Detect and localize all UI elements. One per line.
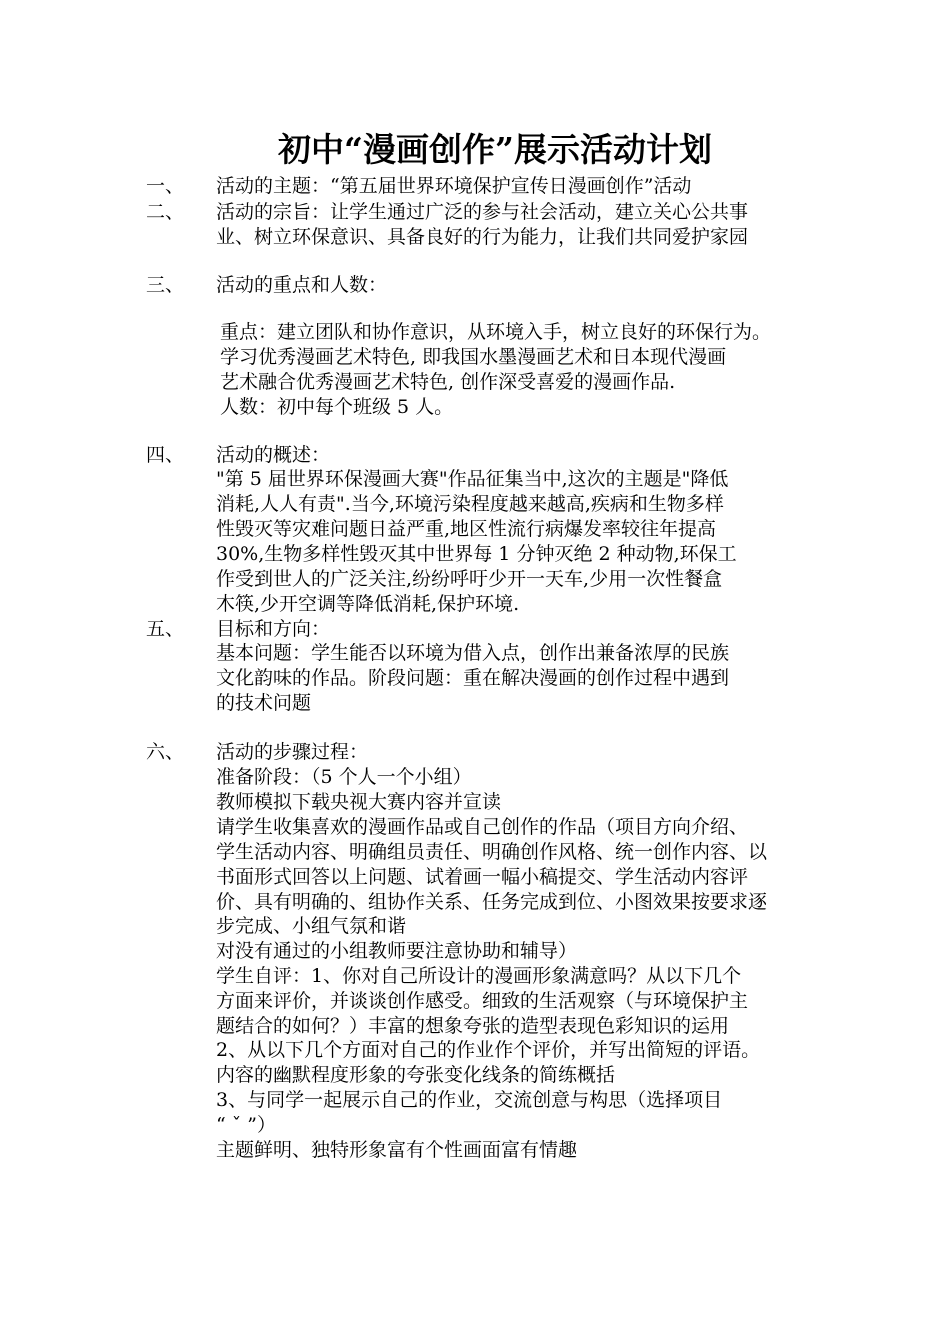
section-5-line: 文化韵味的作品。阶段问题：重在解决漫画的创作过程中遇到: [216, 667, 730, 689]
section-6-heading: 活动的步骤过程：: [216, 741, 369, 763]
section-3-line: 人数：初中每个班级 5 人。: [220, 396, 454, 418]
section-2-line: 业、树立环保意识、具备良好的行为能力，让我们共同爱护家园: [216, 226, 749, 248]
section-5-line: 的技术问题: [216, 692, 312, 714]
section-3-line: 学习优秀漫画艺术特色, 即我国水墨漫画艺术和日本现代漫画: [220, 346, 727, 368]
section-6-line: 主题鲜明、独特形象富有个性画面富有情趣: [216, 1139, 578, 1161]
section-6-line: 内容的幽默程度形象的夸张变化线条的简练概括: [216, 1064, 616, 1086]
section-6-line: “ ˇ ”）: [216, 1114, 277, 1136]
section-6-line: 3、与同学一起展示自己的作业，交流创意与构思（选择项目: [216, 1089, 723, 1111]
section-6-line: 价、具有明确的、组协作关系、任务完成到位、小图效果按要求逐: [216, 891, 768, 913]
section-number-1: 一、: [146, 175, 185, 197]
section-5-heading: 目标和方向：: [216, 618, 331, 640]
section-4-line: 木筷,少开空调等降低消耗,保护环境.: [216, 593, 520, 615]
section-number-3: 三、: [146, 274, 185, 296]
section-3-line: 艺术融合优秀漫画艺术特色, 创作深受喜爱的漫画作品.: [220, 371, 676, 393]
section-number-6: 六、: [146, 741, 185, 763]
section-6-line: 书面形式回答以上问题、试着画一幅小稿提交、学生活动内容评: [216, 866, 749, 888]
section-6-line: 题结合的如何？）丰富的想象夸张的造型表现色彩知识的运用: [216, 1015, 730, 1037]
section-5-line: 基本问题：学生能否以环境为借入点，创作出兼备浓厚的民族: [216, 642, 730, 664]
section-6-line: 准备阶段：（5 个人一个小组）: [216, 766, 472, 788]
section-3-heading: 活动的重点和人数：: [216, 274, 388, 296]
section-4-heading: 活动的概述：: [216, 444, 331, 466]
section-3-line: 重点：建立团队和协作意识，从环境入手，树立良好的环保行为。: [220, 321, 772, 343]
section-number-4: 四、: [146, 444, 185, 466]
section-4-line: "第 5 届世界环保漫画大赛"作品征集当中,这次的主题是"降低: [216, 468, 729, 490]
section-number-2: 二、: [146, 201, 185, 223]
section-number-5: 五、: [146, 618, 185, 640]
section-6-line: 对没有通过的小组教师要注意协助和辅导）: [216, 940, 578, 962]
section-1-line: 活动的主题：“第五届世界环境保护宣传日漫画创作”活动: [216, 175, 692, 197]
section-6-line: 2、从以下几个方面对自己的作业作个评价，并写出简短的评语。: [216, 1039, 761, 1061]
section-6-line: 请学生收集喜欢的漫画作品或自己创作的作品（项目方向介绍、: [216, 816, 749, 838]
section-6-line: 学生活动内容、明确组员责任、明确创作风格、统一创作内容、以: [216, 841, 768, 863]
section-4-line: 作受到世人的广泛关注,纷纷呼吁少开一天车,少用一次性餐盒: [216, 568, 723, 590]
section-6-line: 教师模拟下载央视大赛内容并宣读: [216, 791, 502, 813]
section-6-line: 方面来评价，并谈谈创作感受。细致的生活观察（与环境保护主: [216, 990, 749, 1012]
section-4-line: 性毁灭等灾难问题日益严重,地区性流行病爆发率较往年提高: [216, 518, 717, 540]
section-6-line: 学生自评：1、你对自己所设计的漫画形象满意吗？从以下几个: [216, 965, 742, 987]
section-2-line: 活动的宗旨：让学生通过广泛的参与社会活动，建立关心公共事: [216, 201, 749, 223]
section-4-line: 30%,生物多样性毁灭其中世界每 1 分钟灭绝 2 种动物,环保工: [216, 543, 737, 565]
section-6-line: 步完成、小组气氛和谐: [216, 915, 407, 937]
section-4-line: 消耗,人人有责".当今,环境污染程度越来越高,疾病和生物多样: [216, 493, 724, 515]
document-title: 初中“漫画创作”展示活动计划: [278, 130, 712, 169]
